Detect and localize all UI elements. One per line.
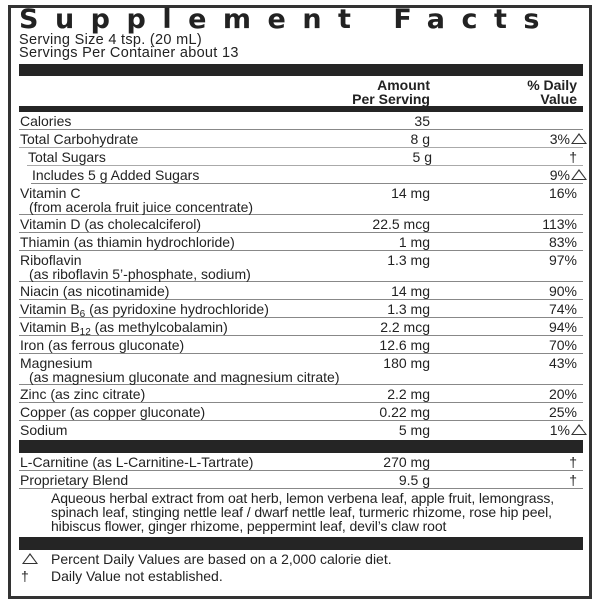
dv-text: 90% <box>548 283 577 299</box>
amount: 9.5 g <box>398 472 430 488</box>
dv-text: † <box>569 454 577 470</box>
blend-description: Aqueous herbal extract from oat herb, lemon verbena leaf, apple fruit, lemongrass, spinach leaf, stinging nettle leaf / dwarf nettle leaf, turmeric rhizome, rose hip peel, hibiscus flower, ginger rhizome, peppermint leaf, devil’s claw root <box>51 490 555 534</box>
name-subscript: 6 <box>79 309 86 320</box>
triangle-icon <box>22 553 38 564</box>
nutrient-name: Vitamin D (as cholecalciferol) <box>20 216 202 232</box>
table-row <box>19 112 583 130</box>
dv-text: 3% <box>549 131 570 147</box>
daily-value <box>550 168 587 182</box>
table-row <box>27 148 583 166</box>
nutrient-name: Calories <box>20 113 72 129</box>
amount: 1 mg <box>398 234 430 250</box>
name-subscript: 12 <box>79 327 91 338</box>
nutrient-name <box>19 319 228 338</box>
daily-value <box>549 253 577 267</box>
table-row <box>19 282 583 300</box>
amount: 35 <box>414 113 430 129</box>
daily-value <box>549 235 577 249</box>
table-row <box>19 471 583 489</box>
footnote <box>19 551 583 568</box>
dv-text: 9% <box>549 167 570 183</box>
table-row <box>19 385 583 403</box>
daily-value <box>549 387 577 401</box>
dv-text: 1% <box>549 422 570 438</box>
daily-value <box>549 405 577 419</box>
name-part: Vitamin B <box>20 301 80 317</box>
amount-header: Amount <box>377 77 430 93</box>
name-part: (as pyridoxine hydrochloride) <box>85 301 269 317</box>
nutrient-name: Includes 5 g Added Sugars <box>32 167 200 183</box>
amount: 2.2 mcg <box>380 319 430 335</box>
table-row <box>19 300 583 318</box>
dv-text: 74% <box>548 301 577 317</box>
dv-text: 94% <box>548 319 577 335</box>
nutrient-name <box>19 301 269 320</box>
amount: 2.2 mg <box>387 386 430 402</box>
table-row <box>19 336 583 354</box>
nutrient-name: Sodium <box>20 422 68 438</box>
daily-value <box>549 302 577 316</box>
title: Supplement Facts <box>19 4 556 35</box>
triangle-icon <box>571 169 587 180</box>
column-header <box>19 76 583 106</box>
supplement-facts-panel <box>8 5 592 599</box>
daily-value <box>549 320 577 334</box>
daily-value <box>549 284 577 298</box>
nutrient-name: Zinc (as zinc citrate) <box>20 386 146 402</box>
amount: 1.3 mg <box>387 252 430 268</box>
dv-text: 113% <box>542 216 577 232</box>
daily-value <box>549 338 577 352</box>
table-row <box>19 318 583 336</box>
footnote-text: Daily Value not established. <box>51 568 223 584</box>
dv-text: 83% <box>548 234 577 250</box>
dv-text: 25% <box>548 404 577 420</box>
dv-text: 70% <box>548 337 577 353</box>
daily-value <box>549 186 577 200</box>
serving-size: Serving Size 4 tsp. (20 mL) <box>19 32 202 48</box>
table-row <box>19 403 583 421</box>
nutrient-name: Proprietary Blend <box>20 472 129 488</box>
triangle-icon <box>571 424 587 435</box>
daily-value <box>542 217 577 231</box>
nutrient-name: Copper (as copper gluconate) <box>20 404 206 420</box>
nutrient-name: Thiamin (as thiamin hydrochloride) <box>20 234 235 250</box>
amount-header-2: Per Serving <box>352 91 430 107</box>
footnote-text: Percent Daily Values are based on a 2,000 calorie diet. <box>51 551 392 567</box>
amount: 14 mg <box>391 185 430 201</box>
dv-header-2: Value <box>540 91 577 107</box>
amount: 1.3 mg <box>387 301 430 317</box>
nutrient-source: (from acerola fruit juice concentrate) <box>29 199 254 215</box>
table-row <box>19 354 583 385</box>
amount: 0.22 mg <box>379 404 430 420</box>
divider-bar <box>19 64 583 76</box>
nutrient-name: Total Carbohydrate <box>20 131 139 147</box>
dv-text: † <box>569 472 577 488</box>
divider-bar <box>19 537 583 550</box>
amount: 180 mg <box>383 355 430 371</box>
table-row <box>19 453 583 471</box>
nutrient-name: Vitamin C <box>20 185 81 201</box>
nutrient-name: Niacin (as nicotinamide) <box>20 283 170 299</box>
dagger-symbol: † <box>21 568 29 584</box>
dv-text: 16% <box>548 185 577 201</box>
dv-text: 97% <box>548 252 577 268</box>
footnote <box>19 568 583 585</box>
dv-text: † <box>569 149 577 165</box>
dv-header: % Daily <box>527 77 577 93</box>
amount: 270 mg <box>383 454 430 470</box>
triangle-icon <box>571 133 587 144</box>
amount: 14 mg <box>391 283 430 299</box>
nutrient-name: Iron (as ferrous gluconate) <box>20 337 185 353</box>
servings-per-container: Servings Per Container about 13 <box>19 45 239 61</box>
table-row <box>19 421 583 439</box>
table-row <box>19 233 583 251</box>
daily-value <box>550 423 587 437</box>
divider-bar <box>19 440 583 453</box>
amount: 8 g <box>410 131 430 147</box>
daily-value <box>549 356 577 370</box>
daily-value <box>550 132 587 146</box>
dv-text: 20% <box>548 386 577 402</box>
dv-text: 43% <box>548 355 577 371</box>
table-row <box>19 215 583 233</box>
footnotes <box>19 550 583 585</box>
amount: 22.5 mcg <box>372 216 430 232</box>
nutrient-name: Total Sugars <box>28 149 106 165</box>
amount: 12.6 mg <box>379 337 430 353</box>
nutrient-source: (as riboflavin 5’-phosphate, sodium) <box>29 266 251 282</box>
name-part: (as methylcobalamin) <box>90 319 228 335</box>
nutrient-name: L-Carnitine (as L-Carnitine-L-Tartrate) <box>20 454 254 470</box>
table-row <box>19 251 583 282</box>
table-row <box>31 166 583 184</box>
table-row <box>19 184 583 215</box>
amount: 5 mg <box>398 422 430 438</box>
amount: 5 g <box>412 149 432 165</box>
daily-value <box>569 455 577 469</box>
daily-value <box>569 473 577 487</box>
nutrient-source: (as magnesium gluconate and magnesium citrate) <box>29 369 340 385</box>
table-row <box>19 130 583 148</box>
daily-value <box>569 150 577 164</box>
nutrient-name: Riboflavin <box>20 252 82 268</box>
nutrient-name: Magnesium <box>20 355 93 371</box>
name-part: Vitamin B <box>20 319 80 335</box>
